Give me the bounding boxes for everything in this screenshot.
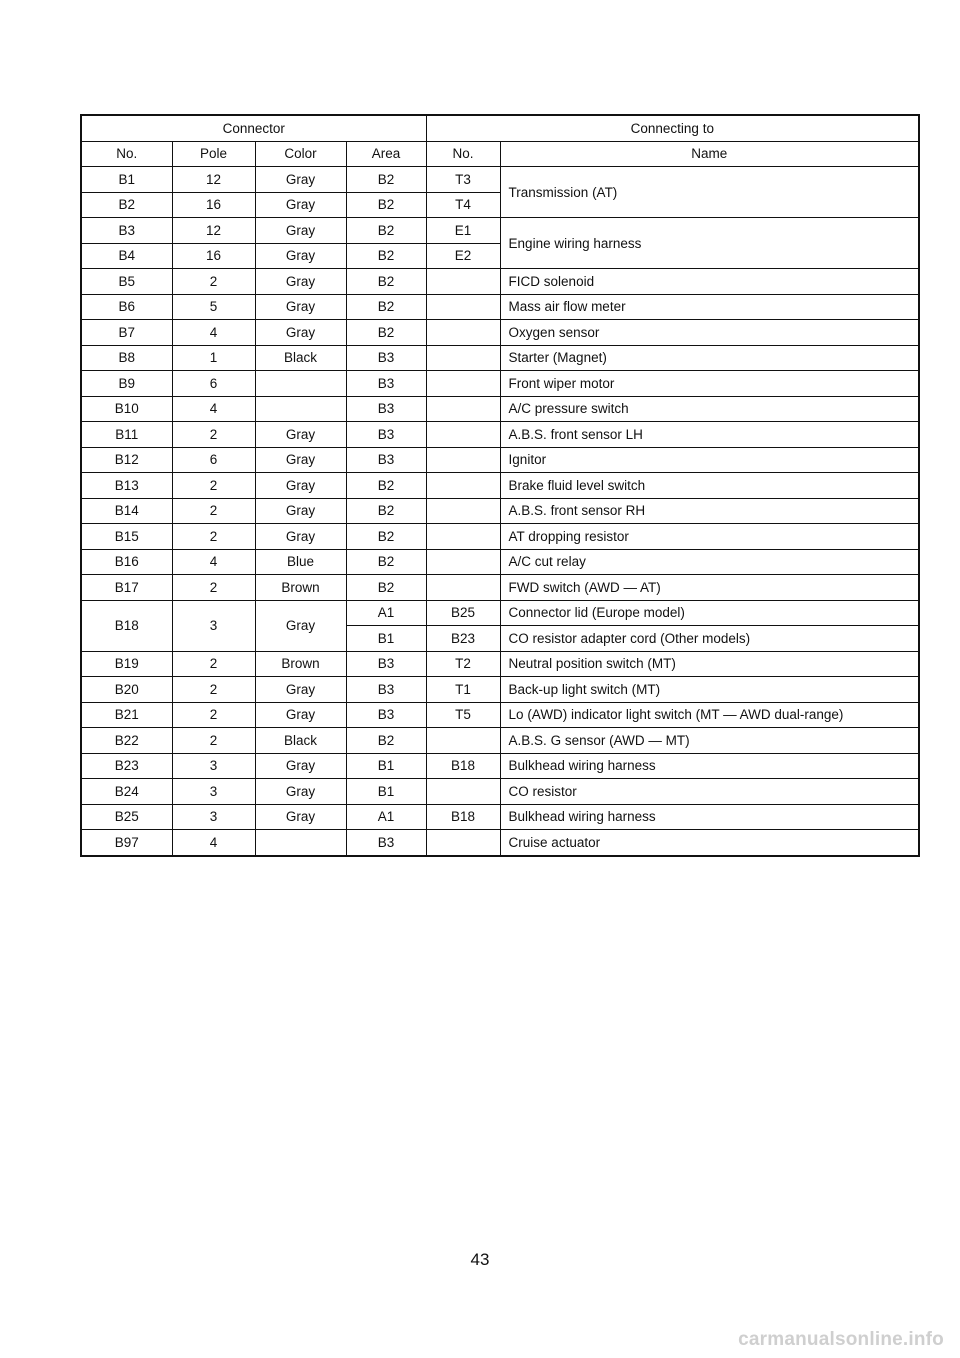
cell-area: B3: [346, 371, 426, 397]
cell-area: B2: [346, 524, 426, 550]
cell-to-no: B18: [426, 804, 500, 830]
cell-to-no: [426, 575, 500, 601]
cell-area: B2: [346, 575, 426, 601]
cell-to-no: [426, 320, 500, 346]
cell-pole: 12: [172, 167, 255, 193]
cell-area: B2: [346, 218, 426, 244]
cell-to-no: [426, 396, 500, 422]
cell-name: Ignitor: [500, 447, 919, 473]
cell-name: FWD switch (AWD — AT): [500, 575, 919, 601]
table-row: [81, 753, 919, 779]
cell-color: Gray: [255, 524, 346, 550]
cell-area: B3: [346, 396, 426, 422]
cell-no: B23: [81, 753, 172, 779]
cell-area: B2: [346, 243, 426, 269]
cell-pole: 2: [172, 524, 255, 550]
page-number: 43: [470, 1250, 490, 1269]
cell-color: Gray: [255, 447, 346, 473]
cell-to-no: B23: [426, 626, 500, 652]
cell-area: B2: [346, 549, 426, 575]
cell-to-no: [426, 830, 500, 856]
cell-area: B1: [346, 779, 426, 805]
cell-no: B9: [81, 371, 172, 397]
table-row: [81, 677, 919, 703]
cell-area: B3: [346, 702, 426, 728]
cell-name: FICD solenoid: [500, 269, 919, 295]
cell-color: Brown: [255, 575, 346, 601]
cell-no: B21: [81, 702, 172, 728]
table-row: [81, 167, 919, 193]
cell-color: Blue: [255, 549, 346, 575]
cell-no: B13: [81, 473, 172, 499]
cell-area: B2: [346, 320, 426, 346]
cell-no: B14: [81, 498, 172, 524]
cell-pole: 3: [172, 753, 255, 779]
cell-pole: 2: [172, 473, 255, 499]
table-row: [81, 320, 919, 346]
table-row: [81, 473, 919, 499]
cell-color: Gray: [255, 269, 346, 295]
cell-pole: 4: [172, 549, 255, 575]
header-connector-group: Connector: [81, 115, 426, 141]
cell-to-no: B25: [426, 600, 500, 626]
cell-name: Back-up light switch (MT): [500, 677, 919, 703]
column-header-row: [81, 141, 919, 167]
cell-pole: 4: [172, 320, 255, 346]
cell-area: B3: [346, 345, 426, 371]
cell-pole: 3: [172, 779, 255, 805]
cell-name: A/C cut relay: [500, 549, 919, 575]
table-row: [81, 702, 919, 728]
header-color: Color: [255, 141, 346, 167]
cell-no: B1: [81, 167, 172, 193]
cell-color: Gray: [255, 320, 346, 346]
cell-name: Mass air flow meter: [500, 294, 919, 320]
watermark-text: carmanualsonline.info: [738, 1329, 944, 1350]
table-row: [81, 830, 919, 856]
cell-color: Black: [255, 345, 346, 371]
cell-area: B1: [346, 753, 426, 779]
header-to-no: No.: [426, 141, 500, 167]
cell-name: A.B.S. front sensor RH: [500, 498, 919, 524]
cell-pole: 2: [172, 702, 255, 728]
cell-color: Gray: [255, 192, 346, 218]
cell-no: B20: [81, 677, 172, 703]
table-row: [81, 549, 919, 575]
cell-name: Engine wiring harness: [500, 218, 919, 269]
cell-to-no: E1: [426, 218, 500, 244]
cell-to-no: T5: [426, 702, 500, 728]
cell-color: [255, 830, 346, 856]
table-row: [81, 804, 919, 830]
cell-name: Bulkhead wiring harness: [500, 804, 919, 830]
header-pole: Pole: [172, 141, 255, 167]
cell-color: Gray: [255, 600, 346, 651]
cell-area: B1: [346, 626, 426, 652]
cell-to-no: [426, 728, 500, 754]
cell-no: B25: [81, 804, 172, 830]
header-no: No.: [81, 141, 172, 167]
table-row: [81, 345, 919, 371]
cell-pole: 1: [172, 345, 255, 371]
cell-area: B3: [346, 447, 426, 473]
cell-name: A.B.S. front sensor LH: [500, 422, 919, 448]
cell-pole: 2: [172, 498, 255, 524]
cell-name: AT dropping resistor: [500, 524, 919, 550]
cell-to-no: [426, 779, 500, 805]
cell-pole: 4: [172, 830, 255, 856]
cell-to-no: T3: [426, 167, 500, 193]
cell-area: A1: [346, 804, 426, 830]
cell-area: B3: [346, 830, 426, 856]
cell-color: Gray: [255, 294, 346, 320]
cell-name: CO resistor: [500, 779, 919, 805]
table-row: [81, 498, 919, 524]
cell-name: A.B.S. G sensor (AWD — MT): [500, 728, 919, 754]
group-header-row: [81, 115, 919, 141]
cell-to-no: [426, 549, 500, 575]
cell-color: Gray: [255, 498, 346, 524]
cell-pole: 12: [172, 218, 255, 244]
cell-area: B2: [346, 167, 426, 193]
cell-pole: 2: [172, 728, 255, 754]
table-row: [81, 447, 919, 473]
cell-no: B3: [81, 218, 172, 244]
cell-to-no: T4: [426, 192, 500, 218]
cell-no: B17: [81, 575, 172, 601]
cell-color: Gray: [255, 753, 346, 779]
cell-name: Oxygen sensor: [500, 320, 919, 346]
cell-to-no: [426, 371, 500, 397]
cell-color: Gray: [255, 779, 346, 805]
cell-pole: 16: [172, 243, 255, 269]
cell-area: B2: [346, 294, 426, 320]
cell-name: Lo (AWD) indicator light switch (MT — AWD dual-range): [500, 702, 919, 728]
cell-no: B97: [81, 830, 172, 856]
cell-color: Black: [255, 728, 346, 754]
cell-name: Starter (Magnet): [500, 345, 919, 371]
cell-area: B2: [346, 473, 426, 499]
cell-no: B19: [81, 651, 172, 677]
cell-color: Brown: [255, 651, 346, 677]
table-row: [81, 218, 919, 244]
cell-to-no: [426, 422, 500, 448]
cell-no: B24: [81, 779, 172, 805]
cell-no: B15: [81, 524, 172, 550]
cell-to-no: T2: [426, 651, 500, 677]
cell-area: B2: [346, 192, 426, 218]
cell-no: B10: [81, 396, 172, 422]
cell-area: B3: [346, 651, 426, 677]
cell-area: A1: [346, 600, 426, 626]
cell-name: Bulkhead wiring harness: [500, 753, 919, 779]
cell-color: Gray: [255, 677, 346, 703]
cell-name: Front wiper motor: [500, 371, 919, 397]
table-row: [81, 524, 919, 550]
cell-pole: 2: [172, 651, 255, 677]
cell-color: [255, 396, 346, 422]
cell-pole: 3: [172, 600, 255, 651]
cell-pole: 2: [172, 575, 255, 601]
cell-to-no: [426, 345, 500, 371]
cell-no: B4: [81, 243, 172, 269]
cell-to-no: [426, 498, 500, 524]
cell-pole: 4: [172, 396, 255, 422]
table-row: [81, 396, 919, 422]
cell-area: B3: [346, 422, 426, 448]
cell-no: B5: [81, 269, 172, 295]
cell-name: A/C pressure switch: [500, 396, 919, 422]
cell-no: B12: [81, 447, 172, 473]
cell-pole: 16: [172, 192, 255, 218]
cell-name: CO resistor adapter cord (Other models): [500, 626, 919, 652]
cell-color: Gray: [255, 473, 346, 499]
cell-pole: 3: [172, 804, 255, 830]
cell-name: Cruise actuator: [500, 830, 919, 856]
cell-color: Gray: [255, 702, 346, 728]
cell-area: B2: [346, 728, 426, 754]
cell-to-no: E2: [426, 243, 500, 269]
cell-pole: 2: [172, 269, 255, 295]
table-row: [81, 600, 919, 626]
cell-area: B2: [346, 269, 426, 295]
table-row: [81, 294, 919, 320]
cell-no: B8: [81, 345, 172, 371]
cell-to-no: [426, 447, 500, 473]
cell-no: B22: [81, 728, 172, 754]
header-connecting-to-group: Connecting to: [426, 115, 919, 141]
cell-no: B7: [81, 320, 172, 346]
cell-no: B16: [81, 549, 172, 575]
header-area: Area: [346, 141, 426, 167]
cell-pole: 6: [172, 371, 255, 397]
cell-pole: 5: [172, 294, 255, 320]
table-row: [81, 269, 919, 295]
cell-area: B3: [346, 677, 426, 703]
cell-color: Gray: [255, 218, 346, 244]
table-row: [81, 575, 919, 601]
cell-pole: 2: [172, 422, 255, 448]
cell-name: Neutral position switch (MT): [500, 651, 919, 677]
cell-pole: 6: [172, 447, 255, 473]
cell-no: B11: [81, 422, 172, 448]
cell-to-no: T1: [426, 677, 500, 703]
table-row: [81, 371, 919, 397]
cell-pole: 2: [172, 677, 255, 703]
cell-to-no: [426, 269, 500, 295]
cell-area: B2: [346, 498, 426, 524]
cell-name: Connector lid (Europe model): [500, 600, 919, 626]
cell-to-no: [426, 294, 500, 320]
table-row: [81, 651, 919, 677]
cell-no: B2: [81, 192, 172, 218]
connector-table-sheet: [80, 114, 918, 860]
cell-no: B6: [81, 294, 172, 320]
cell-no: B18: [81, 600, 172, 651]
table-row: [81, 728, 919, 754]
cell-name: Transmission (AT): [500, 167, 919, 218]
cell-to-no: B18: [426, 753, 500, 779]
table-row: [81, 422, 919, 448]
header-name: Name: [500, 141, 919, 167]
cell-color: Gray: [255, 243, 346, 269]
cell-to-no: [426, 473, 500, 499]
cell-color: Gray: [255, 804, 346, 830]
table-body: [81, 167, 919, 856]
connector-table: [80, 114, 920, 857]
table-row: [81, 779, 919, 805]
cell-color: [255, 371, 346, 397]
cell-color: Gray: [255, 167, 346, 193]
cell-name: Brake fluid level switch: [500, 473, 919, 499]
cell-to-no: [426, 524, 500, 550]
cell-color: Gray: [255, 422, 346, 448]
